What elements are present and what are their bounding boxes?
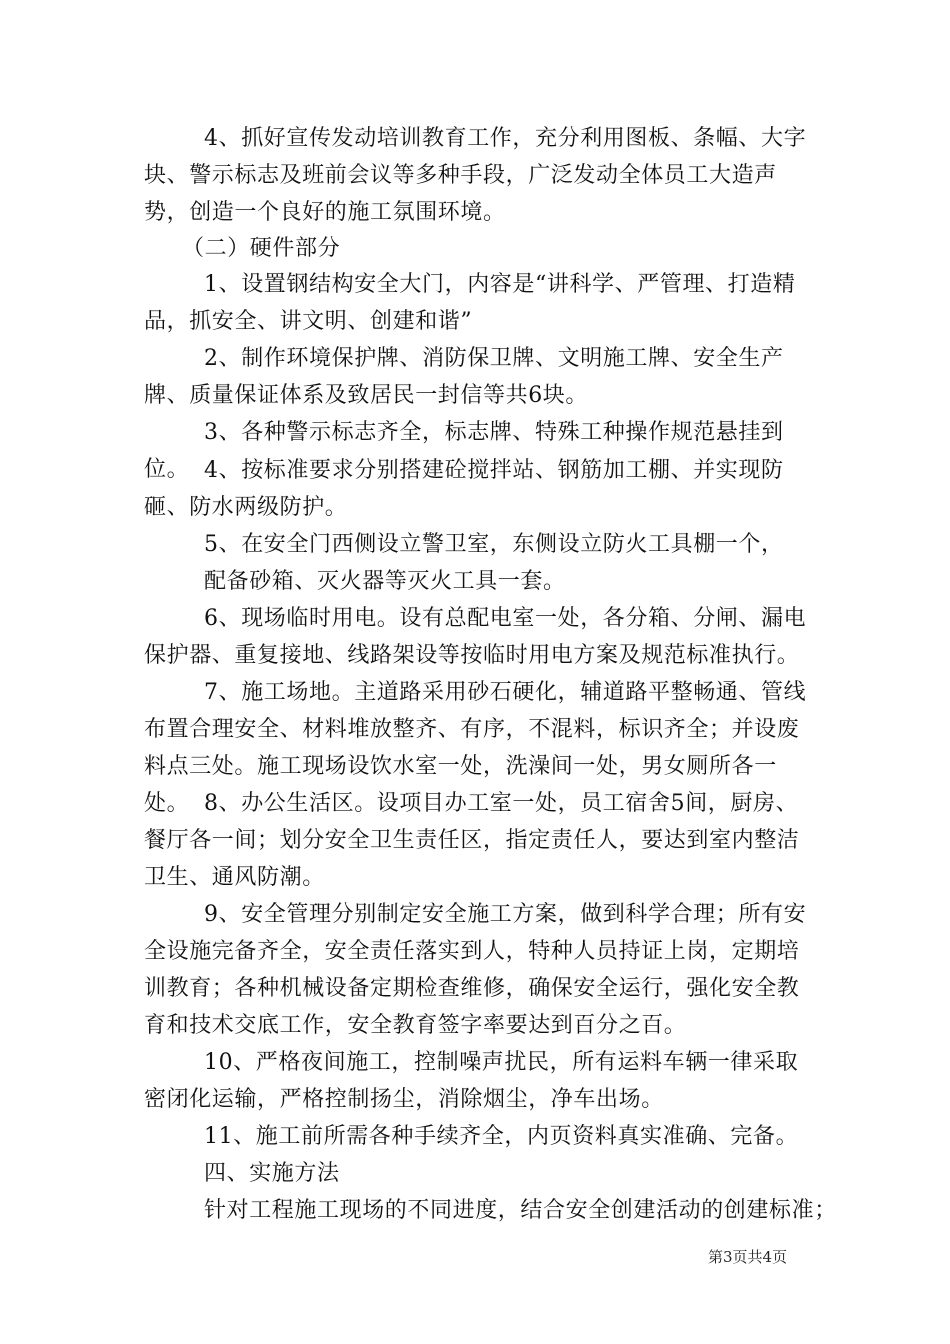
paragraph-item-8-office-area: 8、办公生活区。设项目办工室一处，员工宿舍5间，厨房、餐厅各一间；划分安全卫生责任区，指定责任人，要达到室内整洁卫生、通风防潮。 — [144, 791, 800, 890]
page-number-footer: 第3页共4页 — [708, 1248, 788, 1266]
paragraph-item-10-night-work: 10、严格夜间施工，控制噪声扰民，所有运料车辆一律采取密闭化运输，严格控制扬尘，消除烟尘，净车出场。 — [144, 1050, 799, 1112]
paragraph-item-3-warning-signs: 3、各种警示标志齐全，标志牌、特殊工种操作规范悬挂到位。 — [144, 420, 784, 482]
paragraph-item-11-procedures: 11、施工前所需各种手续齐全，内页资料真实准确、完备。 — [204, 1124, 799, 1149]
section-heading-implementation: 四、实施方法 — [204, 1161, 340, 1186]
paragraph-item-4-publicity: 4、抓好宣传发动培训教育工作，充分利用图板、条幅、大字块、警示标志及班前会议等多种手段，广泛发动全体员工大造声势，创造一个良好的施工氛围环境。 — [144, 126, 807, 225]
paragraph-item-2-signboards: 2、制作环境保护牌、消防保卫牌、文明施工牌、安全生产牌、质量保证体系及致居民一封信等共6块。 — [144, 346, 784, 408]
paragraph-item-5-fire-tools: 配备砂箱、灭火器等灭火工具一套。 — [204, 569, 566, 594]
paragraph-item-9-safety-management: 9、安全管理分别制定安全施工方案，做到科学合理；所有安全设施完备齐全，安全责任落实到人，特种人员持证上岗，定期培训教育；各种机械设备定期检查维修，确保安全运行，强化安全教育和技术交底工作，安全教育签字率要达到百分之百。 — [144, 902, 807, 1038]
paragraph-item-4-sheds: 4、按标准要求分别搭建砼搅拌站、钢筋加工棚、并实现防砸、防水两级防护。 — [144, 458, 784, 520]
paragraph-item-7-site: 7、施工场地。主道路采用砂石硬化，辅道路平整畅通、管线布置合理安全、材料堆放整齐、有序，不混料，标识齐全；并设废料点三处。施工现场设饮水室一处，洗澡间一处，男女厕所各一处。 — [144, 680, 807, 816]
paragraph-item-6-electricity: 6、现场临时用电。设有总配电室一处，各分箱、分闸、漏电保护器、重复接地、线路架设等按临时用电方案及规范标准执行。 — [144, 606, 807, 668]
section-heading-hardware: （二）硬件部分 — [182, 236, 341, 261]
paragraph-item-5-guardroom: 5、在安全门西侧设立警卫室，东侧设立防火工具棚一个， — [204, 532, 784, 557]
paragraph-implementation-intro: 针对工程施工现场的不同进度，结合安全创建活动的创建标准； — [204, 1198, 837, 1223]
paragraph-item-1-gate: 1、设置钢结构安全大门，内容是“讲科学、严管理、打造精品，抓安全、讲文明、创建和谐” — [144, 272, 796, 334]
